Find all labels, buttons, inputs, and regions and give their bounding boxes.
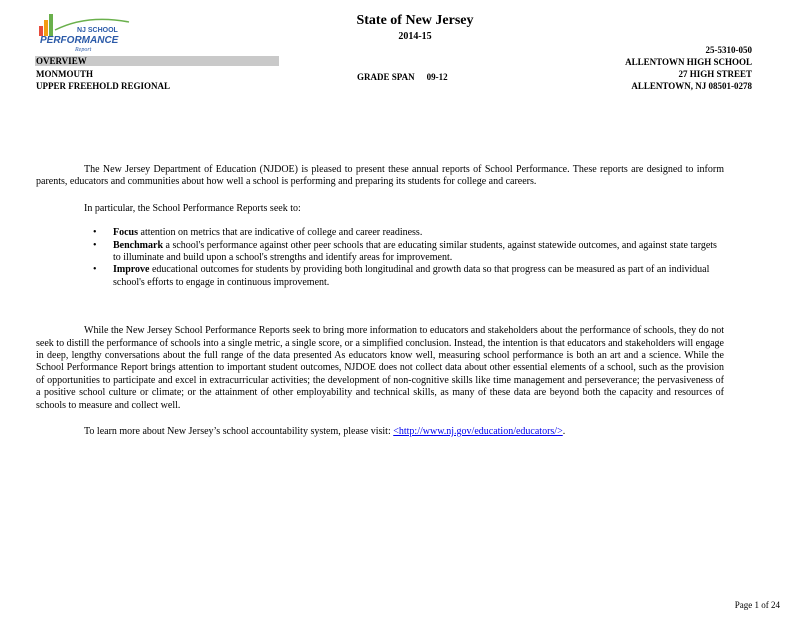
learn-more-text: To learn more about New Jersey’s school accountability system, please visit: [84,426,394,438]
intro-paragraph: The New Jersey Department of Education (NJDOE) is pleased to present these annual reports of School Performance. These reports are designed to inform parents, educators and communities about how well a school is performing and preparing its students for college and careers. [36,164,724,188]
bullet-icon: • [93,227,97,239]
report-body [36,164,724,439]
overview-section-label: OVERVIEW [35,56,279,66]
bullet-text: a school's performance against other peer schools that are educating similar students, against statewide outcomes, and against state targets to illuminate and build upon a school's strengths and identify areas for improvement. [113,239,717,264]
nj-school-performance-logo [37,12,131,52]
list-item [36,227,724,239]
bullet-text: educational outcomes for students by providing both longitudinal and growth data so that progress can be measured as part of an individual school's efforts to engage in continuous improvement. [113,264,710,288]
grade-span-value: 09-12 [426,72,448,82]
district-info [36,68,170,92]
school-city: ALLENTOWN, NJ 08501-0278 [631,81,752,91]
report-year: 2014-15 [398,31,432,42]
district-name: UPPER FREEHOLD REGIONAL [36,81,171,91]
grade-span [357,72,448,82]
bullet-icon: • [93,264,97,276]
list-item [36,264,724,289]
bullet-icon: • [93,239,97,251]
bullet-term: Improve [113,264,150,276]
lead-in-paragraph: In particular, the School Performance Reports seek to: [84,202,301,214]
bullet-text: attention on metrics that are indicative of college and career readiness. [138,227,423,239]
report-header [300,13,530,42]
county-name: MONMOUTH [36,69,93,79]
list-item [36,240,724,265]
grade-span-label: GRADE SPAN [357,72,415,82]
bullet-term: Benchmark [113,239,163,251]
bullet-term: Focus [113,227,138,239]
logo-graphic [37,12,131,52]
logo-line2: PERFORMANCE [40,35,119,46]
goals-list [36,227,724,289]
page-number: Page 1 of 24 [734,600,780,610]
learn-more-paragraph [36,426,724,438]
school-info [625,44,752,92]
school-street: 27 HIGH STREET [678,69,752,79]
report-title: State of New Jersey [356,13,474,28]
logo-line1: NJ SCHOOL [77,27,118,34]
educators-link[interactable]: <http://www.nj.gov/education/educators/> [393,426,563,438]
logo-line3: Report [75,47,92,52]
learn-more-end: . [562,426,566,438]
school-name: ALLENTOWN HIGH SCHOOL [625,57,752,67]
disclaimer-paragraph: While the New Jersey School Performance Reports seek to bring more information to educators and stakeholders about the performance of schools, they do not seek to distill the performance of schools into a single metric, a single score, or a simplified conclusion. Instead, the intention is that educators and stakeholders will engage in deep, lengthy conversations about the full range of the data presented As educators know well, measuring school performance is both an art and a science. While the School Performance Report brings attention to important student outcomes, NJDOE does not collect data about other essential elements of a school, such as the provision of opportunities to participate and excel in extracurricular activities; the development of non-cognitive skills like time management and perseverance; the pervasiveness of a positive school culture or climate; or the attainment of other employability and technical skills, as many of these data are beyond both the capacity and resources of schools to measure and collect well. [36,325,724,411]
school-code: 25-5310-050 [705,45,752,55]
